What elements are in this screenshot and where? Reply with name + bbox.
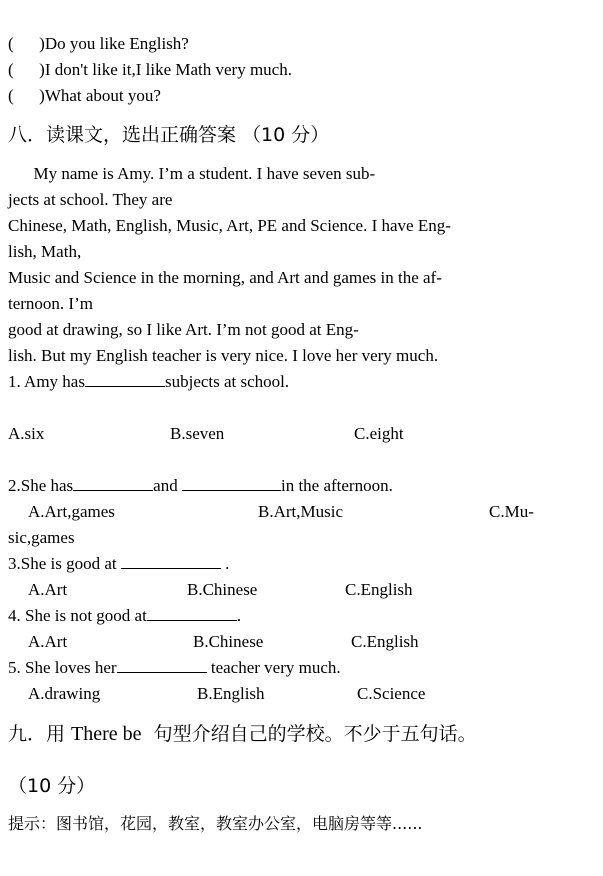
question-4-suffix: .	[236, 606, 242, 625]
question-2	[8, 475, 393, 497]
passage-line: lish, Math,	[8, 242, 82, 261]
section-9-heading-english: There be	[71, 723, 142, 745]
question-2-suffix: in the afternoon.	[280, 476, 393, 495]
answer-blank[interactable]	[117, 657, 207, 673]
question-2-option-b[interactable]: B.Art,Music	[258, 502, 343, 521]
question-3-option-b[interactable]: B.Chinese	[187, 580, 258, 599]
passage-line: ternoon. I’m	[8, 294, 93, 313]
question-2-mid: and	[153, 476, 182, 495]
question-4-option-b[interactable]: B.Chinese	[193, 632, 264, 651]
section-9-heading-prefix: 九．用	[8, 723, 72, 745]
dialogue-line-3: ( )What about you?	[8, 86, 161, 105]
passage-line: good at drawing, so I like Art. I’m not good at Eng-	[8, 320, 359, 339]
question-5-prefix: 5. She loves her	[8, 658, 117, 677]
passage-line: lish. But my English teacher is very nice. I love her very much.	[8, 346, 439, 365]
question-3-option-c[interactable]: C.English	[345, 580, 413, 599]
dialogue-line-1: ( )Do you like English?	[8, 34, 189, 53]
question-3-suffix: .	[220, 554, 230, 573]
passage-line: jects at school. They are	[8, 190, 173, 209]
passage-line: Music and Science in the morning, and Art and games in the af-	[8, 268, 442, 287]
answer-blank[interactable]	[121, 553, 221, 569]
section-9-heading	[8, 721, 477, 747]
question-1-option-b[interactable]: B.seven	[170, 424, 225, 443]
section-9-hint: 提示：图书馆，花园，教室，教室办公室，电脑房等等......	[8, 814, 423, 833]
question-3	[8, 553, 229, 575]
question-1-option-c[interactable]: C.eight	[354, 424, 404, 443]
question-4-prefix: 4. She is not good at	[8, 606, 147, 625]
question-2-option-c[interactable]: C.Mu-	[489, 502, 534, 521]
question-4-option-c[interactable]: C.English	[351, 632, 419, 651]
section-9-score: （10 分）	[8, 775, 96, 797]
answer-blank[interactable]	[85, 371, 165, 387]
question-5-option-c[interactable]: C.Science	[357, 684, 426, 703]
question-5	[8, 657, 341, 679]
question-5-option-b[interactable]: B.English	[197, 684, 265, 703]
question-2-option-c-continued: sic,games	[8, 528, 75, 547]
question-1-prefix: 1. Amy has	[8, 372, 85, 391]
question-1	[8, 371, 289, 393]
passage-line: Chinese, Math, English, Music, Art, PE and Science. I have Eng-	[8, 216, 451, 235]
question-5-suffix: teacher very much.	[206, 658, 341, 677]
question-3-prefix: 3.She is good at	[8, 554, 121, 573]
question-1-option-a[interactable]: A.six	[8, 424, 45, 443]
answer-blank[interactable]	[182, 475, 281, 491]
answer-blank[interactable]	[73, 475, 153, 491]
question-5-option-a[interactable]: A.drawing	[28, 684, 101, 703]
section-8-heading: 八．读课文，选出正确答案 （10 分）	[8, 124, 330, 146]
passage-line: My name is Amy. I’m a student. I have seven sub-	[8, 164, 376, 183]
dialogue-line-2: ( )I don't like it,I like Math very much.	[8, 60, 292, 79]
question-1-suffix: subjects at school.	[164, 372, 290, 391]
answer-blank[interactable]	[147, 605, 237, 621]
question-2-prefix: 2.She has	[8, 476, 74, 495]
question-3-option-a[interactable]: A.Art	[28, 580, 68, 599]
question-4	[8, 605, 241, 627]
question-4-option-a[interactable]: A.Art	[28, 632, 68, 651]
question-2-option-a[interactable]: A.Art,games	[28, 502, 115, 521]
section-9-heading-suffix: 句型介绍自己的学校。不少于五句话。	[141, 723, 477, 745]
